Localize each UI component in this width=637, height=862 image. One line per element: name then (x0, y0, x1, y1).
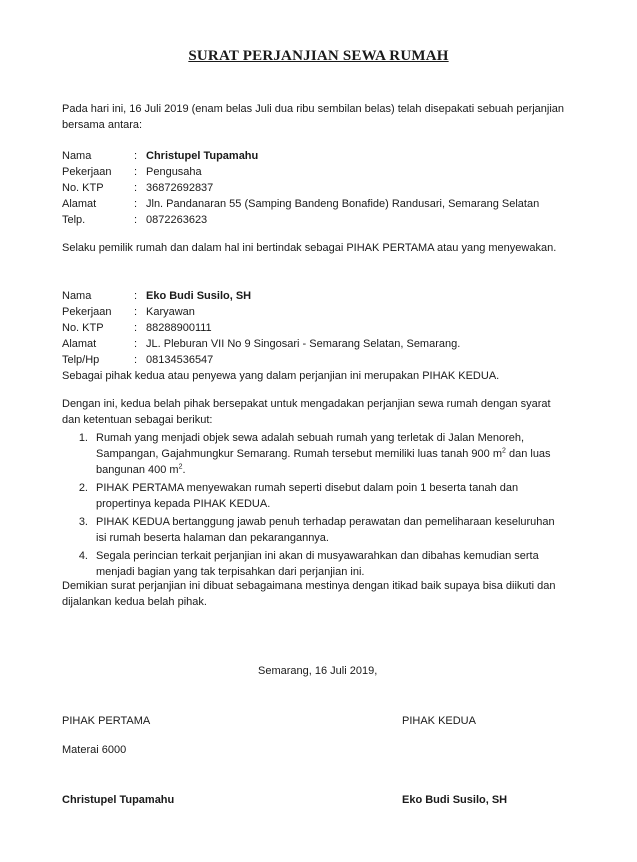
intro-paragraph: Pada hari ini, 16 Juli 2019 (enam belas Juli dua ribu sembilan belas) telah disepakati sebuah perjanjian bersama antara: (62, 103, 565, 131)
signatory-second-party: Eko Budi Susilo, SH (402, 794, 508, 806)
field-value: 36872692837 (146, 182, 214, 194)
party1-row-name: Nama : Christupel Tupamahu (62, 148, 582, 164)
party1-details (62, 148, 582, 228)
field-value: Karyawan (146, 306, 195, 318)
list-item: 3. PIHAK KEDUA bertanggung jawab penuh terhadap perawatan dan pemeliharaan keseluruhan isi rumah beserta halaman dan pekarangannya. (78, 516, 555, 544)
party2-row-name: Nama : Eko Budi Susilo, SH (62, 288, 582, 304)
document-title: SURAT PERJANJIAN SEWA RUMAH (188, 48, 449, 64)
list-item: 4. Segala perincian terkait perjanjian ini akan di musyawarahkan dan dibahas kemudian serta menjadi bagian yang tak terpisahkan dari perjanjian ini. (78, 550, 539, 578)
party1-statement: Selaku pemilik rumah dan dalam hal ini bertindak sebagai PIHAK PERTAMA atau yang menyewakan. (62, 242, 557, 254)
party1-row-ktp: No. KTP : 36872692837 (62, 180, 582, 196)
party1-row-address: Alamat : Jln. Pandanaran 55 (Samping Bandeng Bonafide) Randusari, Semarang Selatan (62, 196, 582, 212)
field-label: No. KTP (62, 322, 104, 334)
party2-row-job: Pekerjaan : Karyawan (62, 304, 582, 320)
party2-row-address: Alamat : JL. Pleburan VII No 9 Singosari - Semarang Selatan, Semarang. (62, 336, 582, 352)
field-value: Christupel Tupamahu (146, 150, 259, 162)
field-label: Nama (62, 150, 92, 162)
field-label: Alamat (62, 198, 97, 210)
field-value: Jln. Pandanaran 55 (Samping Bandeng Bonafide) Randusari, Semarang Selatan (146, 198, 540, 210)
party1-row-job: Pekerjaan : Pengusaha (62, 164, 582, 180)
party2-statement: Sebagai pihak kedua atau penyewa yang dalam perjanjian ini merupakan PIHAK KEDUA. (62, 370, 500, 382)
field-value: Eko Budi Susilo, SH (146, 290, 252, 302)
closing-paragraph: Demikian surat perjanjian ini dibuat sebagaimana mestinya dengan itikad baik supaya bisa diikuti dan dijalankan kedua belah pihak. (62, 580, 556, 608)
signatory-first-party: Christupel Tupamahu (62, 794, 175, 806)
field-label: Pekerjaan (62, 306, 112, 318)
field-label: Nama (62, 290, 92, 302)
party2-row-phone: Telp/Hp : 08134536547 (62, 352, 582, 368)
sign-label-first-party: PIHAK PERTAMA (62, 715, 151, 727)
party2-details (62, 288, 582, 368)
field-label: Telp. (62, 214, 86, 226)
field-label: No. KTP (62, 182, 104, 194)
field-value: 0872263623 (146, 214, 208, 226)
party1-row-phone: Telp. : 0872263623 (62, 212, 582, 228)
field-value: JL. Pleburan VII No 9 Singosari - Semarang Selatan, Semarang. (146, 338, 461, 350)
agreement-intro: Dengan ini, kedua belah pihak bersepakat untuk mengadakan perjanjian sewa rumah dengan syarat dan ketentuan sebagai berikut: (62, 398, 551, 426)
field-label: Telp/Hp (62, 354, 100, 366)
materai-note: Materai 6000 (62, 744, 127, 756)
list-item: 2. PIHAK PERTAMA menyewakan rumah seperti disebut dalam poin 1 beserta tanah dan propertinya kepada PIHAK KEDUA. (78, 482, 519, 510)
field-value: 88288900111 (146, 322, 212, 334)
list-item: 1. Rumah yang menjadi objek sewa adalah sebuah rumah yang terletak di Jalan Menoreh, Sampangan, Gajahmungkur Semarang. Rumah tersebut memiliki luas tanah 900 $m^2$ dan luas bangunan 400 $m^2$. (78, 432, 551, 476)
field-value: 08134536547 (146, 354, 214, 366)
sign-label-second-party: PIHAK KEDUA (402, 715, 476, 727)
place-date: Semarang, 16 Juli 2019, (258, 665, 378, 677)
field-label: Alamat (62, 338, 97, 350)
field-label: Pekerjaan (62, 166, 112, 178)
terms-list (62, 430, 567, 582)
field-value: Pengusaha (146, 166, 202, 178)
party2-row-ktp: No. KTP : 88288900111 (62, 320, 582, 336)
